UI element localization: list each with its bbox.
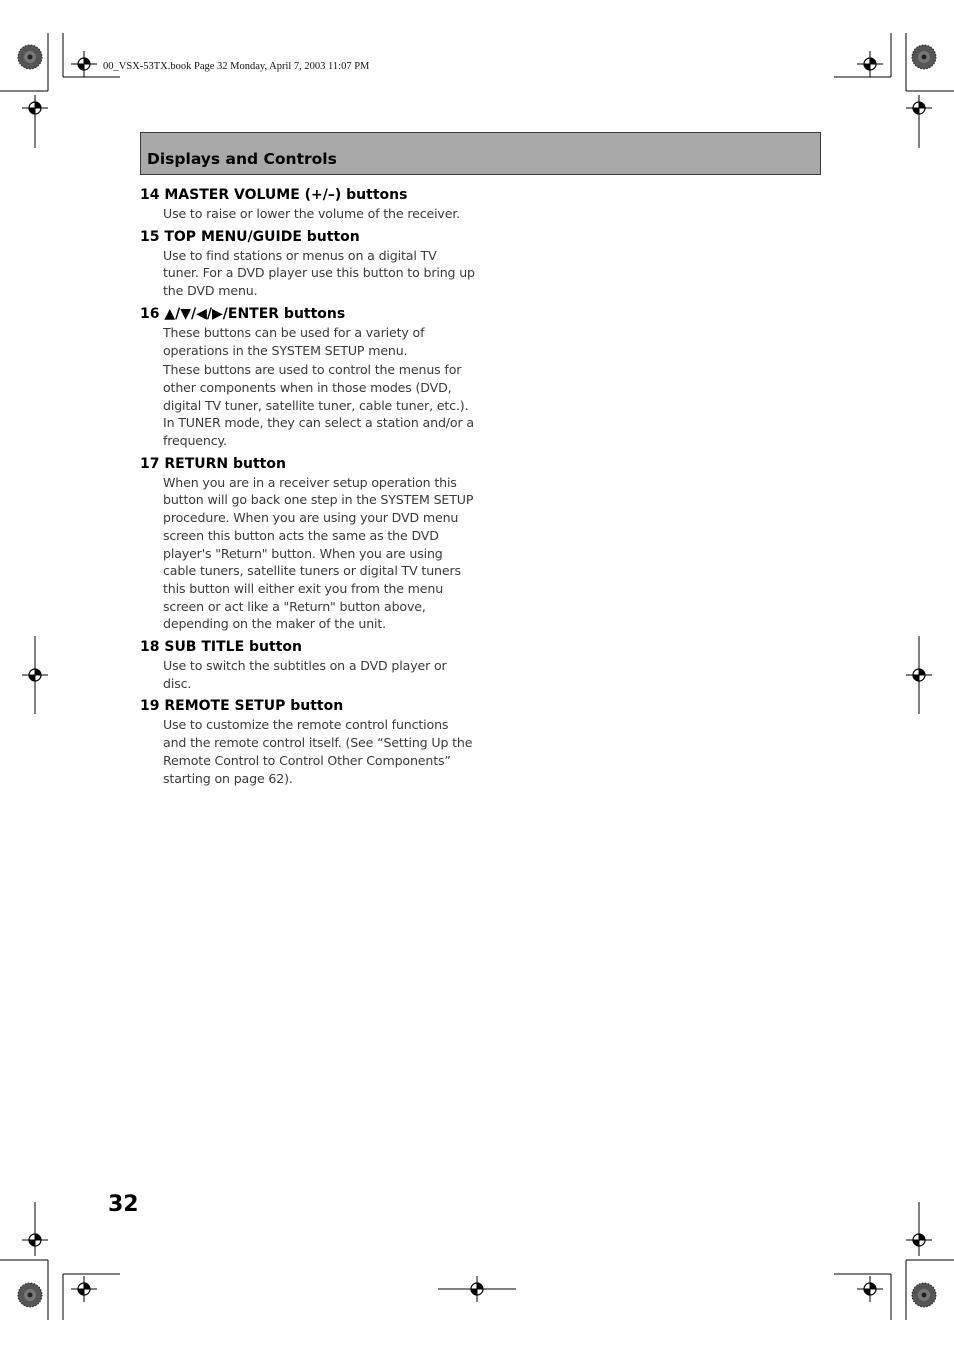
item-title: SUB TITLE button xyxy=(164,639,302,656)
registration-mark-bottom-left xyxy=(0,1202,120,1320)
item-description: Use to find stations or menus on a digital TV tuner. For a DVD player use this button to bring up the DVD menu. xyxy=(163,247,475,299)
item-description: These buttons can be used for a variety of operations in the SYSTEM SETUP menu. xyxy=(163,324,425,358)
item-description: Use to customize the remote control functions and the remote control itself. (See “Setting Up the Remote Control to Control Other Components” starting on page 62). xyxy=(163,717,473,786)
item-number: 17 xyxy=(140,455,160,472)
item-heading xyxy=(140,304,480,324)
item-description: Use to raise or lower the volume of the receiver. xyxy=(163,206,461,221)
item-heading xyxy=(140,696,480,716)
item-number: 16 xyxy=(140,305,160,322)
section-title: Displays and Controls xyxy=(147,150,337,168)
control-item-19 xyxy=(140,696,480,787)
registration-mark-middle-left xyxy=(22,636,48,714)
control-item-14 xyxy=(140,185,480,223)
item-title: MASTER VOLUME (+/–) buttons xyxy=(164,187,408,203)
print-header: 00_VSX-53TX.book Page 32 Monday, April 7, 2003 11:07 PM xyxy=(103,61,370,72)
item-heading xyxy=(140,227,480,247)
item-description: Use to switch the subtitles on a DVD player or disc. xyxy=(163,658,447,691)
item-number: 18 xyxy=(140,639,160,656)
control-item-17 xyxy=(140,454,480,633)
registration-mark-bottom-center xyxy=(438,1276,516,1302)
section-header-bar xyxy=(140,132,821,175)
item-title: ▲/▼/◀/▶/ENTER buttons xyxy=(164,305,346,322)
registration-mark-bottom-right xyxy=(834,1202,954,1320)
item-description: These buttons are used to control the menus for other components when in those modes (DVD, digital TV tuner, satellite tuner, cable tuner, etc.). In TUNER mode, they can select a station and/or a frequency. xyxy=(163,362,474,449)
item-heading xyxy=(140,454,480,474)
control-descriptions xyxy=(140,185,480,791)
item-title: REMOTE SETUP button xyxy=(164,698,344,715)
registration-mark-middle-right xyxy=(906,636,932,714)
item-heading xyxy=(140,185,480,205)
registration-mark-top-right xyxy=(834,33,954,148)
item-heading xyxy=(140,637,480,657)
page-number: 32 xyxy=(108,1192,139,1217)
item-title: TOP MENU/GUIDE button xyxy=(164,228,360,245)
control-item-18 xyxy=(140,637,480,692)
registration-mark-top-left xyxy=(0,33,120,148)
item-number: 19 xyxy=(140,698,160,715)
item-number: 14 xyxy=(140,187,160,203)
control-item-16 xyxy=(140,304,480,450)
item-title: RETURN button xyxy=(164,455,286,472)
control-item-15 xyxy=(140,227,480,300)
item-number: 15 xyxy=(140,228,160,245)
item-description: When you are in a receiver setup operation this button will go back one step in the SYSTEM SETUP procedure. When you are using your DVD menu screen this button acts the same as the DVD player's "Return" button. When you are using cable tuners, satellite tuners or digital TV tuners this button will either exit you from the menu screen or act like a "Return" button above, depending on the maker of the unit. xyxy=(163,474,474,632)
